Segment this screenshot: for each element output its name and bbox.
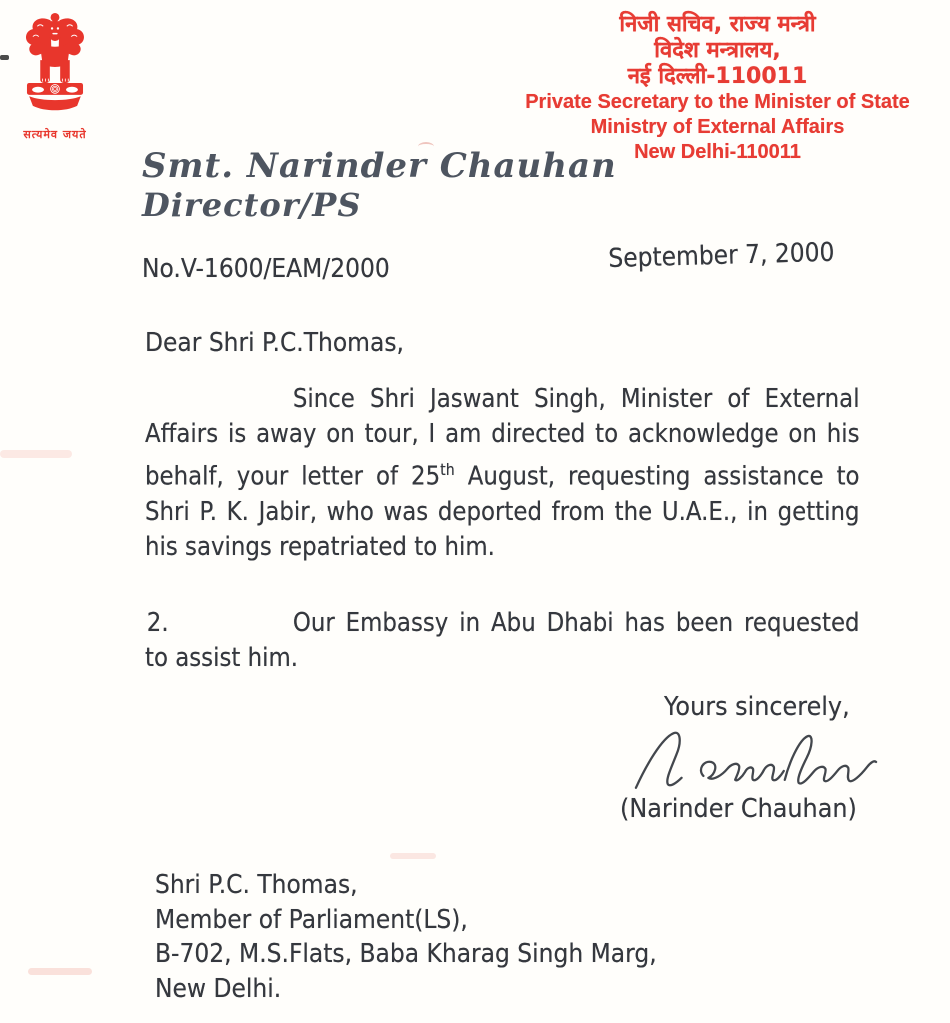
recipient-address bbox=[155, 868, 657, 1006]
recipient-line-4: New Delhi. bbox=[155, 973, 282, 1004]
india-state-emblem-icon bbox=[18, 10, 92, 128]
scan-artifact-streak bbox=[28, 968, 92, 975]
paragraph-1-text-before: Since Shri Jaswant Singh, Minister of External Affairs is away on tour, I am directed to acknowledge on his behalf, your letter of 25 bbox=[145, 384, 860, 492]
handwritten-signature bbox=[626, 726, 884, 796]
ordinal-suffix: th bbox=[440, 460, 455, 479]
letterhead-english-line-1: Private Secretary to the Minister of State bbox=[525, 91, 910, 113]
letterhead-english-line-3: New Delhi-110011 bbox=[634, 141, 801, 163]
letterhead-english-line-2: Ministry of External Affairs bbox=[590, 116, 845, 138]
letterhead-hindi-line-3: नई दिल्ली-110011 bbox=[627, 64, 808, 89]
paragraph-1-text-after: August, requesting assistance to Shri P. K. Jabir, who was deported from the U.A.E., in getting his savings repatriated to him. bbox=[145, 461, 860, 562]
salutation: Dear Shri P.C.Thomas, bbox=[145, 328, 404, 358]
paragraph-2 bbox=[145, 606, 860, 676]
scan-artifact-streak bbox=[390, 853, 436, 859]
sender-stamp bbox=[142, 146, 617, 224]
emblem-motto: सत्यमेव जयते bbox=[23, 128, 87, 141]
reference-number: No.V-1600/EAM/2000 bbox=[142, 254, 390, 284]
recipient-line-1: Shri P.C. Thomas, bbox=[155, 870, 358, 900]
recipient-line-3: B-702, M.S.Flats, Baba Kharag Singh Marg, bbox=[155, 939, 657, 969]
letterhead-hindi-line-2: विदेश मन्त्रालय, bbox=[654, 38, 781, 63]
letter-date: September 7, 2000 bbox=[608, 237, 835, 274]
recipient-line-2: Member of Parliament(LS), bbox=[155, 904, 468, 935]
paragraph-1 bbox=[145, 382, 860, 565]
paragraph-2-number: 2. bbox=[146, 607, 169, 638]
scan-artifact-edge-dash bbox=[0, 55, 9, 60]
letterhead-hindi-line-1: निजी सचिव, राज्य मन्त्री bbox=[619, 12, 816, 37]
sender-name: Smt. Narinder Chauhan bbox=[142, 146, 617, 186]
letter-body bbox=[145, 382, 860, 676]
signed-name: (Narinder Chauhan) bbox=[620, 794, 857, 824]
scan-artifact-streak bbox=[0, 450, 72, 458]
valediction: Yours sincerely, bbox=[664, 692, 850, 722]
sender-designation: Director/PS bbox=[142, 186, 362, 224]
letterhead bbox=[490, 12, 945, 165]
paragraph-2-text: Our Embassy in Abu Dhabi has been requested to assist him. bbox=[145, 607, 860, 673]
